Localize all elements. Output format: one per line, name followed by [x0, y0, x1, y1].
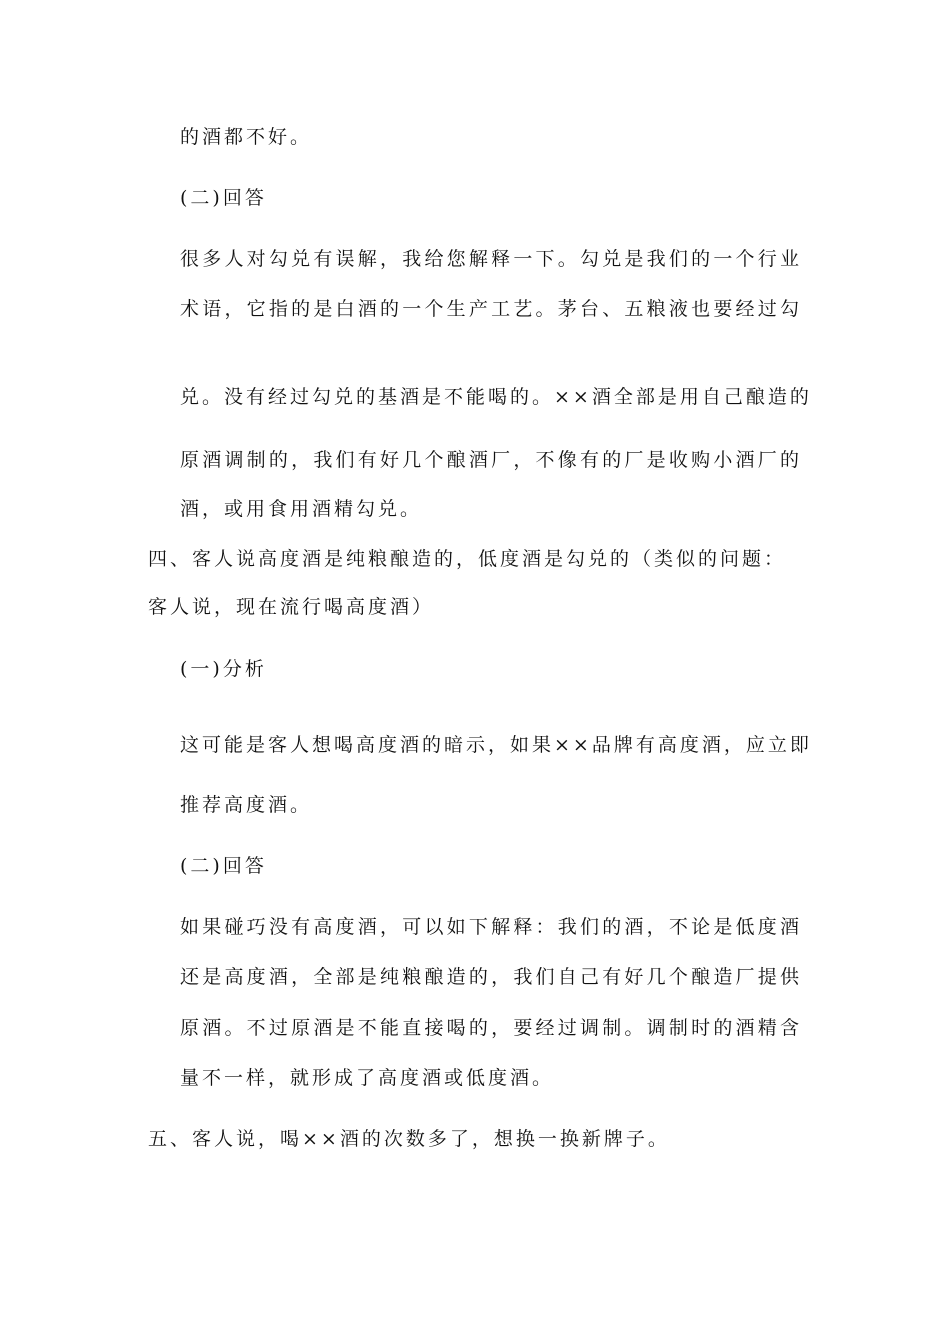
- section-heading-4: 四、客人说高度酒是纯粮酿造的，低度酒是勾兑的（类似的问题：: [148, 548, 787, 570]
- section-heading-answer: (二)回答: [180, 855, 267, 877]
- paragraph-line: 这可能是客人想喝高度酒的暗示，如果××品牌有高度酒，应立即: [180, 734, 812, 756]
- paragraph-line: 术语，它指的是白酒的一个生产工艺。茅台、五粮液也要经过勾: [180, 298, 802, 320]
- section-heading-5: 五、客人说，喝××酒的次数多了，想换一换新牌子。: [148, 1128, 670, 1150]
- paragraph-line: 推荐高度酒。: [180, 794, 313, 816]
- paragraph-line: 原酒调制的，我们有好几个酿酒厂，不像有的厂是收购小酒厂的: [180, 449, 802, 471]
- paragraph-line: 如果碰巧没有高度酒，可以如下解释：我们的酒，不论是低度酒: [180, 916, 802, 938]
- paragraph-line: 酒，或用食用酒精勾兑。: [180, 498, 423, 520]
- paragraph-line: 量不一样，就形成了高度酒或低度酒。: [180, 1067, 555, 1089]
- paragraph-line: 的酒都不好。: [180, 126, 313, 148]
- paragraph-line: 还是高度酒，全部是纯粮酿造的，我们自己有好几个酿造厂提供: [180, 966, 802, 988]
- paragraph-line: 很多人对勾兑有误解，我给您解释一下。勾兑是我们的一个行业: [180, 248, 802, 270]
- paragraph-line: 原酒。不过原酒是不能直接喝的，要经过调制。调制时的酒精含: [180, 1017, 802, 1039]
- section-heading-analysis: (一)分析: [180, 658, 267, 680]
- section-heading-answer: (二)回答: [180, 187, 267, 209]
- section-heading-4-continued: 客人说，现在流行喝高度酒）: [148, 596, 435, 618]
- paragraph-line: 兑。没有经过勾兑的基酒是不能喝的。××酒全部是用自己酿造的: [180, 386, 812, 408]
